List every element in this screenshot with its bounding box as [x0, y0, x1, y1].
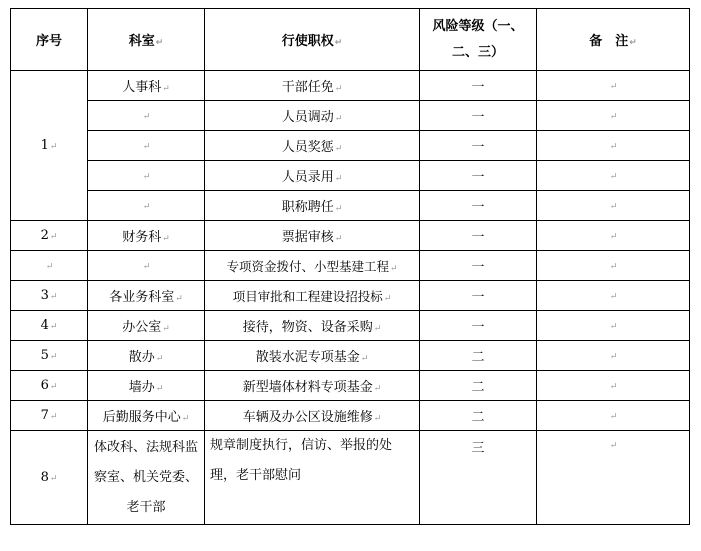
note-cell — [537, 221, 690, 251]
note-cell — [537, 281, 690, 311]
note-cell — [537, 431, 690, 525]
seq-cell: 1↵ — [11, 71, 88, 221]
risk-cell: 一 — [420, 191, 537, 221]
header-power: 行使职权↵ — [205, 9, 420, 71]
paragraph-mark-icon: ↵ — [609, 232, 618, 242]
paragraph-mark-icon: ↵ — [373, 384, 382, 394]
risk-cell: 三 — [420, 431, 537, 525]
paragraph-mark-icon: ↵ — [45, 262, 54, 272]
paragraph-mark-icon: ↵ — [334, 174, 343, 184]
paragraph-mark-icon: ↵ — [609, 112, 618, 122]
paragraph-mark-icon: ↵ — [334, 38, 343, 48]
risk-cell: 一 — [420, 311, 537, 341]
paragraph-mark-icon: ↵ — [142, 262, 151, 272]
table-row — [11, 371, 690, 401]
header-row — [11, 9, 690, 71]
paragraph-mark-icon: ↵ — [609, 292, 618, 302]
table-row — [11, 161, 690, 191]
dept-cell — [88, 131, 205, 161]
paragraph-mark-icon: ↵ — [373, 414, 382, 424]
table-row — [11, 341, 690, 371]
paragraph-mark-icon: ↵ — [609, 172, 618, 182]
table-row — [11, 191, 690, 221]
dept-cell: 各业务科室↵ — [88, 281, 205, 311]
power-cell: 人员调动↵ — [205, 101, 420, 131]
power-cell: 人员奖惩↵ — [205, 131, 420, 161]
table-row — [11, 251, 690, 281]
note-cell — [537, 71, 690, 101]
power-cell: 项目审批和工程建设招投标↵ — [205, 281, 420, 311]
paragraph-mark-icon: ↵ — [609, 412, 618, 422]
note-cell — [537, 131, 690, 161]
note-cell — [537, 401, 690, 431]
risk-cell: 一 — [420, 131, 537, 161]
paragraph-mark-icon: ↵ — [49, 232, 58, 242]
dept-cell: 人事科↵ — [88, 71, 205, 101]
dept-cell: 办公室↵ — [88, 311, 205, 341]
paragraph-mark-icon: ↵ — [373, 324, 382, 334]
seq-cell: 4↵ — [11, 311, 88, 341]
table-row — [11, 431, 690, 525]
risk-cell: 一 — [420, 101, 537, 131]
paragraph-mark-icon: ↵ — [142, 112, 151, 122]
header-note: 备 注↵ — [537, 9, 690, 71]
paragraph-mark-icon: ↵ — [49, 142, 58, 152]
paragraph-mark-icon: ↵ — [162, 234, 170, 244]
dept-cell — [88, 191, 205, 221]
seq-cell: 3↵ — [11, 281, 88, 311]
paragraph-mark-icon: ↵ — [334, 84, 343, 94]
risk-cell: 二 — [420, 371, 537, 401]
paragraph-mark-icon: ↵ — [49, 474, 58, 484]
power-cell: 散装水泥专项基金↵ — [205, 341, 420, 371]
power-cell: 职称聘任↵ — [205, 191, 420, 221]
dept-cell — [88, 101, 205, 131]
note-cell — [537, 371, 690, 401]
paragraph-mark-icon: ↵ — [360, 354, 369, 364]
paragraph-mark-icon: ↵ — [181, 414, 190, 424]
seq-cell: 6↵ — [11, 371, 88, 401]
paragraph-mark-icon: ↵ — [609, 382, 618, 392]
table-row — [11, 71, 690, 101]
paragraph-mark-icon: ↵ — [142, 142, 151, 152]
dept-cell: 后勤服务中心↵ — [88, 401, 205, 431]
power-cell: 人员录用↵ — [205, 161, 420, 191]
paragraph-mark-icon: ↵ — [383, 293, 392, 304]
paragraph-mark-icon: ↵ — [49, 412, 58, 422]
paragraph-mark-icon: ↵ — [175, 294, 183, 304]
power-cell: 车辆及办公区设施维修↵ — [205, 401, 420, 431]
paragraph-mark-icon: ↵ — [629, 38, 637, 48]
paragraph-mark-icon: ↵ — [609, 352, 618, 362]
risk-cell: 二 — [420, 341, 537, 371]
paragraph-mark-icon: ↵ — [155, 384, 164, 394]
note-cell — [537, 161, 690, 191]
dept-cell — [88, 251, 205, 281]
table-row — [11, 101, 690, 131]
risk-table — [10, 8, 690, 525]
power-cell: 新型墙体材料专项基金↵ — [205, 371, 420, 401]
table-row — [11, 131, 690, 161]
paragraph-mark-icon: ↵ — [162, 324, 170, 334]
power-cell: 干部任免↵ — [205, 71, 420, 101]
dept-cell: 散办↵ — [88, 341, 205, 371]
paragraph-mark-icon: ↵ — [334, 114, 343, 124]
risk-cell: 一 — [420, 221, 537, 251]
paragraph-mark-icon: ↵ — [334, 144, 343, 154]
paragraph-mark-icon: ↵ — [609, 262, 618, 272]
header-dept: 科室↵ — [88, 9, 205, 71]
note-cell — [537, 101, 690, 131]
paragraph-mark-icon: ↵ — [49, 382, 58, 392]
power-cell: 专项资金拨付、小型基建工程↵ — [205, 251, 420, 281]
seq-cell: 5↵ — [11, 341, 88, 371]
paragraph-mark-icon: ↵ — [155, 38, 164, 48]
seq-cell: 7↵ — [11, 401, 88, 431]
paragraph-mark-icon: ↵ — [609, 142, 618, 152]
risk-cell: 二 — [420, 401, 537, 431]
paragraph-mark-icon: ↵ — [155, 354, 164, 364]
paragraph-mark-icon: ↵ — [609, 441, 618, 451]
table-row — [11, 281, 690, 311]
paragraph-mark-icon: ↵ — [334, 234, 343, 244]
power-cell: 规章制度执行，信访、举报的处理，老干部慰问 — [205, 431, 420, 525]
table-row — [11, 311, 690, 341]
table-row — [11, 401, 690, 431]
paragraph-mark-icon: ↵ — [142, 172, 151, 182]
note-cell — [537, 341, 690, 371]
dept-cell: 墙办↵ — [88, 371, 205, 401]
dept-cell: 体改科、法规科监察室、机关党委、老干部 — [88, 431, 205, 525]
dept-cell: 财务科↵ — [88, 221, 205, 251]
power-cell: 票据审核↵ — [205, 221, 420, 251]
seq-cell: 8↵ — [11, 431, 88, 525]
paragraph-mark-icon: ↵ — [162, 84, 170, 94]
paragraph-mark-icon: ↵ — [609, 82, 618, 92]
header-risk: 风险等级（一、二、三） — [420, 9, 537, 71]
seq-cell — [11, 251, 88, 281]
note-cell — [537, 191, 690, 221]
risk-cell: 一 — [420, 251, 537, 281]
note-cell — [537, 251, 690, 281]
seq-cell: 2↵ — [11, 221, 88, 251]
risk-cell: 一 — [420, 161, 537, 191]
paragraph-mark-icon: ↵ — [334, 204, 343, 214]
paragraph-mark-icon: ↵ — [142, 202, 151, 212]
risk-cell: 一 — [420, 281, 537, 311]
paragraph-mark-icon: ↵ — [389, 263, 398, 274]
power-cell: 接待，物资、设备采购↵ — [205, 311, 420, 341]
paragraph-mark-icon: ↵ — [609, 202, 618, 212]
table-row — [11, 221, 690, 251]
note-cell — [537, 311, 690, 341]
paragraph-mark-icon: ↵ — [49, 292, 58, 302]
paragraph-mark-icon: ↵ — [49, 352, 58, 362]
dept-cell — [88, 161, 205, 191]
risk-cell: 一 — [420, 71, 537, 101]
paragraph-mark-icon: ↵ — [609, 322, 618, 332]
header-seq: 序号 — [11, 9, 88, 71]
paragraph-mark-icon: ↵ — [49, 322, 58, 332]
